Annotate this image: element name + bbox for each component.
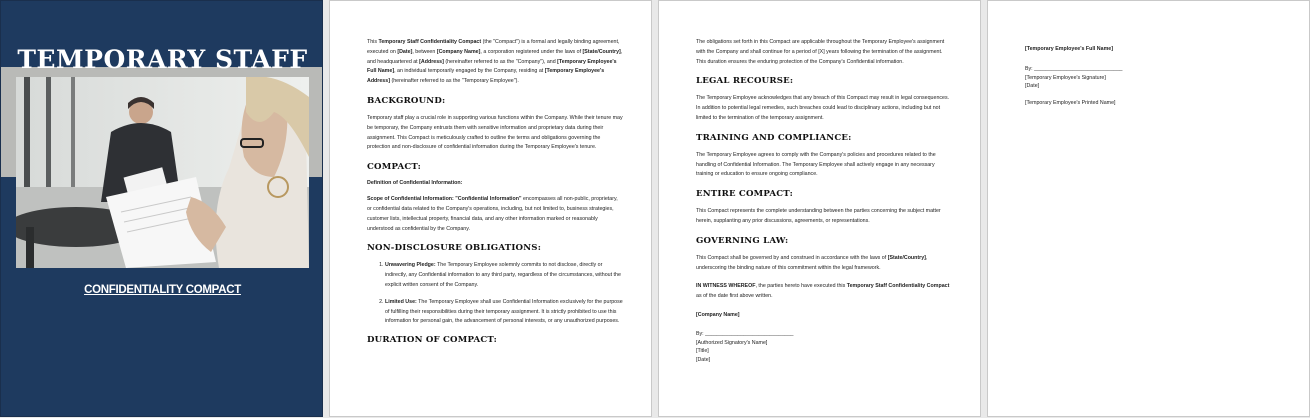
employee-signature-block bbox=[1025, 65, 1281, 91]
office-meeting-photo bbox=[16, 77, 309, 268]
document-page-4 bbox=[987, 0, 1310, 417]
definition-label: Definition of Confidential Information: bbox=[367, 180, 463, 187]
background-heading: BACKGROUND: bbox=[367, 95, 446, 106]
intro-paragraph: This Temporary Staff Confidentiality Compact (the "Compact") is a formal and legally binding agreement, executed on [Date], between [Company Name], a corporation registered under the laws of [State/Country], and headquartered at [Address] (hereinafter referred to as the "Company"), and [Temporary Employee's Full Name], an individual temporarily engaged by the Company, residing at [Temporary Employee's Address] (hereinafter referred to as the "Temporary Employee"). bbox=[367, 39, 623, 85]
governing-heading: GOVERNING LAW: bbox=[696, 235, 789, 246]
duration-heading: DURATION OF COMPACT: bbox=[367, 335, 498, 346]
compact-heading: COMPACT: bbox=[367, 162, 422, 173]
document-page-3 bbox=[658, 0, 981, 417]
list-item: 1. Unwavering Pledge: The Temporary Employee solemnly commits to not disclose, directly or indirectly, any Confidential information to any third party, regardless of the circumstances, without the explicit written consent of the Company. bbox=[385, 261, 623, 290]
nondisclosure-heading: NON-DISCLOSURE OBLIGATIONS: bbox=[367, 243, 542, 254]
signature-line: By: ______________________________ bbox=[1025, 65, 1123, 72]
page-2-content bbox=[367, 38, 623, 353]
employee-name: [Temporary Employee's Full Name] bbox=[1025, 46, 1113, 52]
entire-paragraph: This Compact represents the complete understanding between the parties concerning the subject matter herein, supplanting any prior discussions, agreements, or representations. bbox=[696, 208, 941, 224]
governing-paragraph: This Compact shall be governed by and construed in accordance with the laws of [State/Country], underscoring the binding nature of this commitment within the legal framework. bbox=[696, 254, 928, 271]
cover-photo bbox=[16, 77, 309, 268]
training-heading: TRAINING AND COMPLIANCE: bbox=[696, 132, 852, 143]
signatory-title: [Title] bbox=[696, 348, 709, 355]
signature-line: By: ______________________________ bbox=[696, 330, 794, 337]
document-page-2 bbox=[329, 0, 652, 417]
page-3-content bbox=[696, 38, 952, 373]
cover-page bbox=[0, 0, 323, 417]
list-item: 2. Limited Use: The Temporary Employee shall use Confidential Information exclusively for the purpose of fulfilling their responsibilities during their temporary assignment. It is strictly prohibited to use this information for personal gain, the advancement of personal interests, or any unauthorized purposes. bbox=[385, 298, 623, 327]
legal-heading: LEGAL RECOURSE: bbox=[696, 76, 794, 87]
scope-paragraph: Scope of Confidential Information: "Confidential Information" encompasses all non-public, proprietary, or confidential data related to the Company's operations, including, but not limited to, business strategies, customer lists, intellectual property, financial data, and any other information marked or reasonably understood as confidential by the Company. bbox=[367, 196, 618, 232]
page-4-content bbox=[1025, 45, 1281, 116]
signatory-name: [Authorized Signatory's Name] bbox=[696, 339, 768, 346]
witness-paragraph: IN WITNESS WHEREOF, the parties hereto have executed this Temporary Staff Confidentiality Compact as of the date first above written. bbox=[696, 283, 950, 300]
duration-paragraph: The obligations set forth in this Compact are applicable throughout the Temporary Employee's assignment with the Company and shall continue for a period of [X] years following the termination of the assignment. This duration ensures the enduring protection of the Company's Confidential information. bbox=[696, 39, 945, 65]
background-paragraph: Temporary staff play a crucial role in supporting various functions within the Company. While their tenure may be temporary, the Company entrusts them with sensitive information and proprietary data during their assignment. This Compact is meticulously crafted to outline the terms and obligations governing the protection and non-disclosure of confidential information during the Temporary Employee's tenure. bbox=[367, 114, 623, 151]
legal-paragraph: The Temporary Employee acknowledges that any breach of this Compact may result in legal consequences. In addition to potential legal remedies, such breaches could lead to disciplinary actions, including but not limited to the termination of the temporary assignment. bbox=[696, 95, 950, 121]
entire-heading: ENTIRE COMPACT: bbox=[696, 189, 793, 200]
signature-date: [Date] bbox=[696, 357, 711, 364]
company-name: [Company Name] bbox=[696, 311, 740, 318]
printed-name: [Temporary Employee's Printed Name] bbox=[1025, 100, 1116, 107]
signature-date: [Date] bbox=[1025, 83, 1040, 90]
employee-signature-label: [Temporary Employee's Signature] bbox=[1025, 74, 1106, 81]
training-paragraph: The Temporary Employee agrees to comply with the Company's policies and procedures related to the handling of Confidential Information. The Temporary Employee shall actively engage in any necessary training or education to ensure ongoing compliance. bbox=[696, 151, 936, 178]
obligations-list bbox=[367, 261, 623, 327]
company-signature-block bbox=[696, 330, 952, 365]
cover-title: TEMPORARY STAFF bbox=[17, 45, 308, 74]
cover-subtitle: CONFIDENTIALITY COMPACT bbox=[84, 284, 241, 296]
